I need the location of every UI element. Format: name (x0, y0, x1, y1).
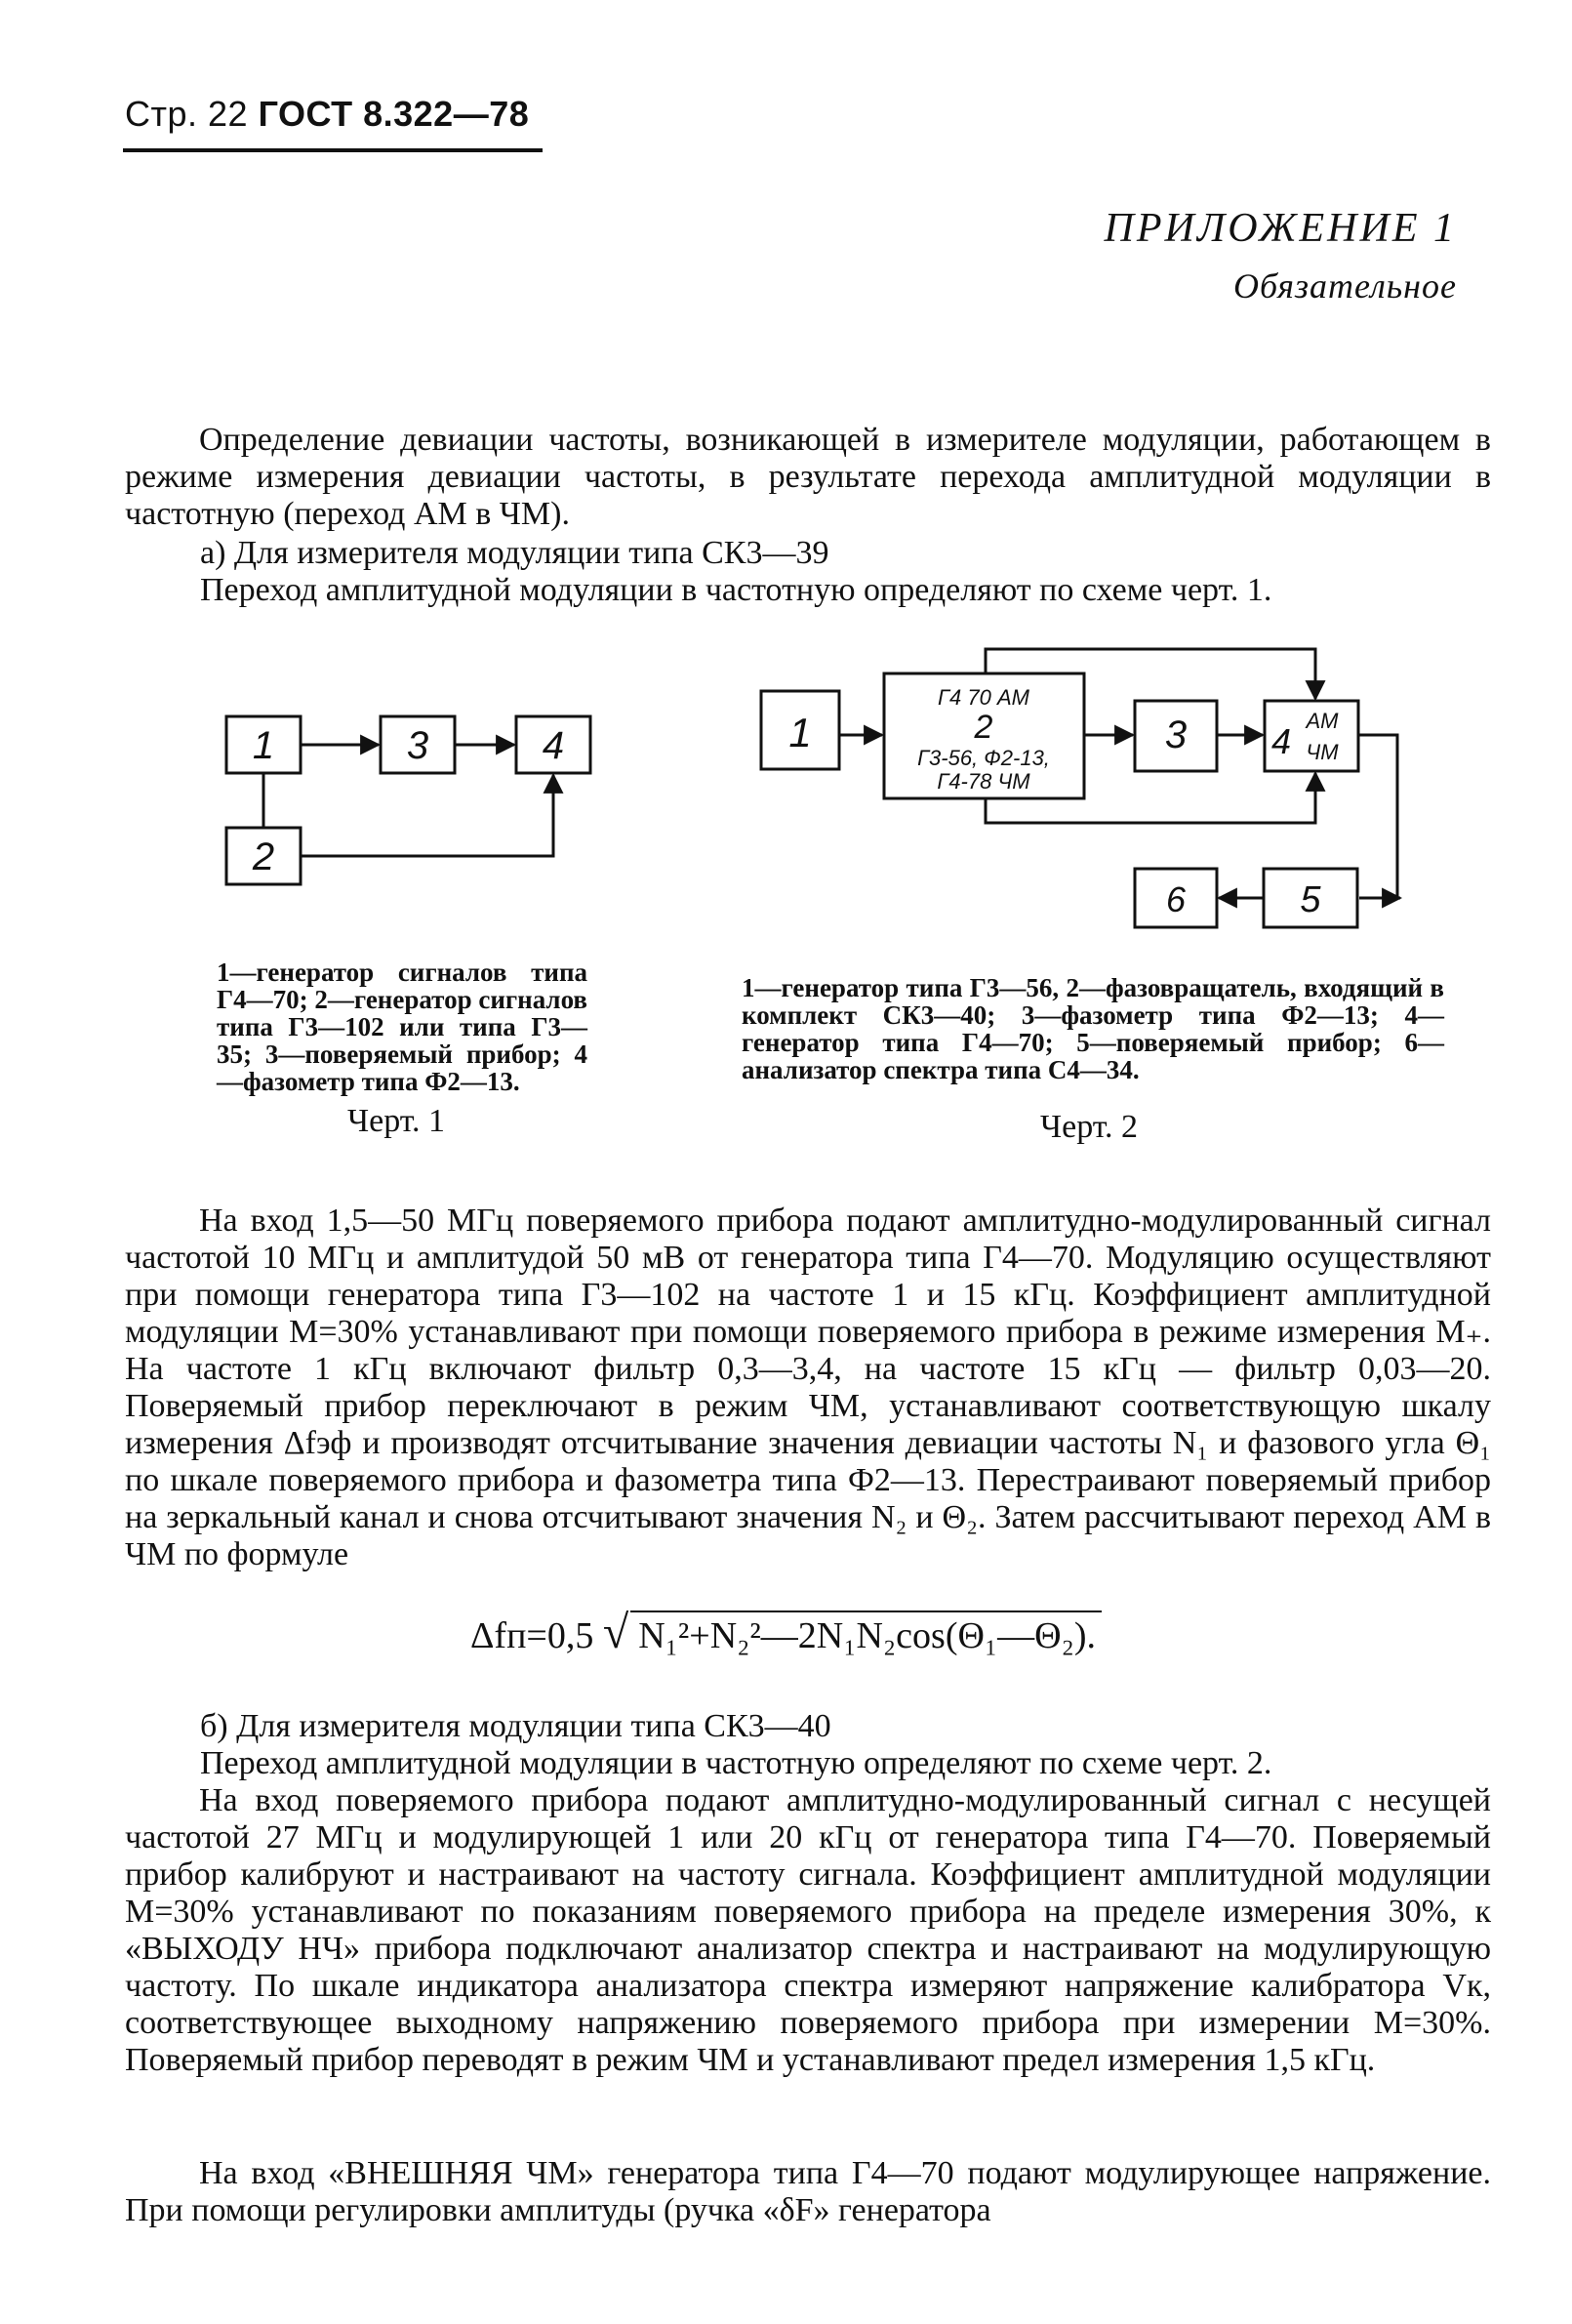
fig2-line-4-5 (1358, 735, 1397, 898)
fig2-label-2-top: Г4 70 АМ (938, 685, 1029, 710)
formula (0, 1606, 1572, 1659)
fig1-arrow-2-4 (301, 775, 553, 856)
intro-heading: Определение девиации частоты, возникающей в измерителе модуляции, работающем в режиме измерения девиации частоты, в результате перехода амплитудной модуляции в частотную (переход АМ в ЧМ). (125, 422, 1491, 532)
fig2-label-2-bot: Г4-78 ЧМ (937, 769, 1030, 794)
standard-number: ГОСТ 8.322—78 (258, 94, 530, 134)
fig2-label-6: 6 (1165, 879, 1187, 919)
formula-lhs: Δfп=0,5 (469, 1615, 594, 1656)
figure2-caption: 1—генератор типа Г3—56, 2—фазовращатель, входящий в комплект СК3—40; 3—фазометр типа Ф2—13; 4—генератор типа Г4—70; 5—поверяемый прибор; 6—анализатор спектра типа С4—34. (742, 973, 1444, 1084)
appendix-title: ПРИЛОЖЕНИЕ 1 (1104, 206, 1457, 251)
figure2-title: Черт. 2 (1040, 1109, 1139, 1145)
fig2-label-3: 3 (1164, 714, 1188, 756)
fig2-label-4-bot: ЧМ (1306, 740, 1339, 764)
item-b: б) Для измерителя модуляции типа СК3—40 (200, 1708, 831, 1744)
figure1-title: Черт. 1 (347, 1103, 446, 1139)
fig2-label-2-mid: Г3-56, Ф2-13, (917, 746, 1050, 770)
paragraph-procedure-c: На вход «ВНЕШНЯЯ ЧМ» генератора типа Г4—70 подают модулирующее напряжение. При помощи регулировки амплитуды (ручка «δF» генератора (125, 2155, 1491, 2228)
fig1-label-3: 3 (406, 724, 429, 767)
item-b-text: Переход амплитудной модуляции в частотную определяют по схеме черт. 2. (200, 1745, 1272, 1781)
item-a: а) Для измерителя модуляции типа СК3—39 (200, 535, 829, 571)
fig2-label-1: 1 (788, 710, 812, 755)
paragraph-procedure-b: На вход поверяемого прибора подают амплитудно-модулированный сигнал с несущей частотой 27 МГц и модулирующей 1 или 20 кГц от генератора типа Г4—70. Поверяемый прибор калибруют и настраивают на частоту сигнала. Коэффициент амплитудной модуляции М=30% устанавливают по показаниям поверяемого прибора на пределе измерения 30%, к «ВЫХОДУ НЧ» прибора подключают анализатор спектра и настраивают на модулирующую частоту. По шкале индикатора анализатора спектра измеряют напряжение калибратора Vк, соответствующее выходному напряжению поверяемого прибора при измерении М=30%. Поверяемый прибор переводят в режим ЧМ и устанавливают предел измерения 1,5 кГц. (125, 1782, 1491, 2078)
fig2-label-5: 5 (1300, 879, 1321, 920)
fig1-label-1: 1 (252, 724, 275, 767)
fig2-label-4-num: 4 (1270, 721, 1292, 761)
fig1-label-4: 4 (542, 724, 565, 767)
formula-radicand: N₁²+N₂²—2N₁N₂cos(Θ₁—Θ₂). (630, 1610, 1102, 1657)
fig2-label-2-num: 2 (974, 709, 993, 746)
figure1-caption: 1—генератор сигналов типа Г4—70; 2—генератор сигналов типа Г3—102 или типа Г3—35; 3—поверяемый прибор; 4—фазометр типа Ф2—13. (217, 958, 587, 1096)
radical-sign: √ (602, 1607, 629, 1658)
fig2-label-4-top: АМ (1306, 709, 1339, 733)
appendix-subtitle: Обязательное (1233, 266, 1457, 306)
fig1-label-2: 2 (252, 836, 275, 878)
item-a-text: Переход амплитудной модуляции в частотную определяют по схеме черт. 1. (200, 572, 1272, 608)
paragraph-procedure-a: На вход 1,5—50 МГц поверяемого прибора подают амплитудно-модулированный сигнал частотой 10 МГц и амплитудой 50 мВ от генератора типа Г4—70. Модуляцию осуществляют при помощи генератора типа Г3—102 на частоте 1 и 15 кГц. Коэффициент амплитудной модуляции М=30% устанавливают при помощи поверяемого прибора в режиме измерения М₊. На частоте 1 кГц включают фильтр 0,3—3,4, на частоте 15 кГц — фильтр 0,03—20. Поверяемый прибор переключают в режим ЧМ, устанавливают соответствующую шкалу измерения Δfэф и производят отсчитывание значения девиации частоты N₁ и фазового угла Θ₁ по шкале поверяемого прибора и фазометра типа Ф2—13. Перестраивают поверяемый прибор на зеркальный канал и снова отсчитывают значения N₂ и Θ₂. Затем рассчитывают переход АМ в ЧМ по формуле (125, 1203, 1491, 1572)
page-number: Стр. 22 (125, 94, 249, 134)
